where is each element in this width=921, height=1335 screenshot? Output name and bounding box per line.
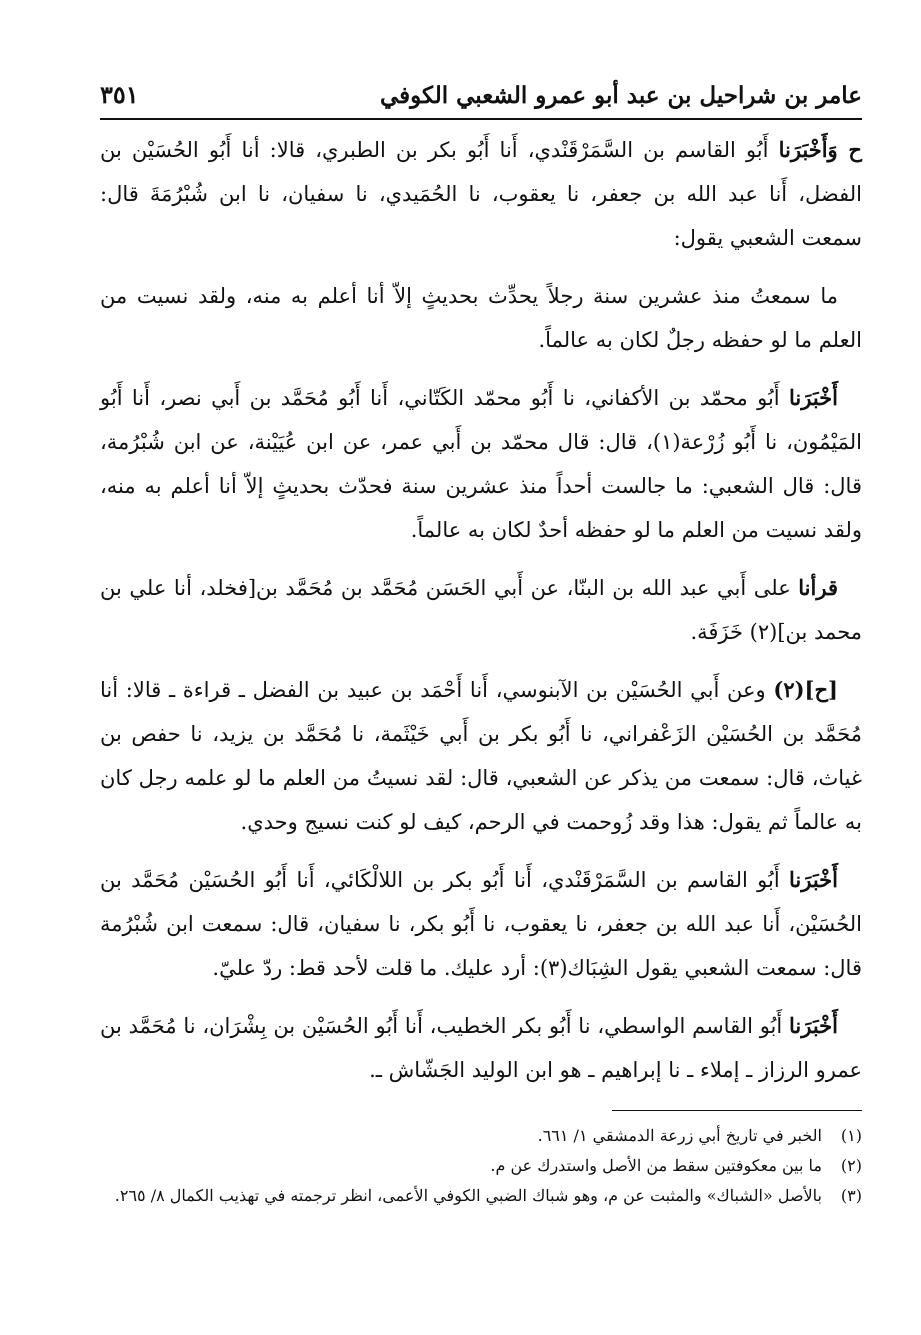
book-page	[100, 78, 862, 1211]
paragraph-lead: [ح](٢)	[773, 677, 838, 702]
footnote-marker: (٢)	[840, 1156, 862, 1175]
page-title: عامر بن شراحيل بن عبد أبو عمرو الشعبي الكوفي	[379, 82, 862, 109]
paragraph-text: أَبُو القاسم بن السَّمَرْقَنْدي، أَنا أَبُو بكر بن الطبري، قالا: أنا أَبُو الحُسَيْن بن الفضل، أَنا عبد الله بن جعفر، نا يعقوب، نا الحُمَيدي، نا سفيان، نا ابن شُبْرُمَةَ قال: سمعت الشعبي يقول:	[100, 138, 862, 250]
footnote-text: الخبر في تاريخ أبي زرعة الدمشقي ١/ ٦٦١.	[537, 1126, 822, 1145]
paragraph-lead: قرأنا	[798, 575, 838, 600]
paragraph-text: على أَبي عبد الله بن البنّا، عن أَبي الحَسَن مُحَمَّد بن مُحَمَّد بن[فخلد، أنا علي بن محمد بن](٢) خَزَفَة.	[100, 576, 862, 644]
paragraph-text: ما سمعتُ منذ عشرين سنة رجلاً يحدِّث بحديثٍ إلاّ أنا أعلم به منه، ولقد نسيت من العلم ما لو حفظه رجلٌ لكان به عالماً.	[100, 284, 862, 352]
main-text	[100, 128, 862, 1092]
paragraph-4	[100, 566, 862, 654]
footnote-divider	[612, 1110, 862, 1111]
footnote-marker: (١)	[840, 1126, 862, 1145]
paragraph-5	[100, 668, 862, 844]
paragraph-lead: ح وَأَخْبَرَنا	[778, 137, 862, 162]
paragraph-7	[100, 1004, 862, 1092]
paragraph-2	[100, 274, 862, 362]
paragraph-text: أَبُو محمّد بن الأكفاني، نا أَبُو محمّد الكَتّاني، أَنا أَبُو مُحَمَّد بن أَبي نصر، أَنا أَبُو المَيْمُون، نا أَبُو زُرْعة(١)، قال: قال محمّد بن أَبي عمر، عن ابن عُيَيْنة، عن ابن شُبْرُمة، قال: قال الشعبي: ما جالست أحداً منذ عشرين سنة فحدّث بحديثٍ إلاّ أنا أعلم به منه، ولقد نسيت من العلم ما لو حفظه أحدٌ لكان به عالماً.	[100, 386, 862, 542]
paragraph-text: أَبُو القاسم بن السَّمَرْقَنْدي، أَنا أَبُو بكر بن اللالْكَائي، أَنا أَبُو الحُسَيْن مُحَمَّد بن الحُسَيْن، أَنا عبد الله بن جعفر، نا يعقوب، نا أَبُو بكر، نا سفيان، قال: سمعت ابن شُبْرُمة قال: سمعت الشعبي يقول الشِبَاك(٣): أرد عليك. ما قلت لأحد قط: ردّ عليّ.	[100, 868, 862, 980]
paragraph-text: وعن أَبي الحُسَيْن بن الآبنوسي، أَنا أَحْمَد بن عبيد بن الفضل ـ قراءة ـ قالا: أنا مُحَمَّد بن الحُسَيْن الزَعْفراني، نا أَبُو بكر بن أَبي خَيْثَمة، نا مُحَمَّد بن يزيد، نا حفص بن غياث، قال: سمعت من يذكر عن الشعبي، قال: لقد نسيتُ من العلم ما لو علمه رجل كان به عالماً ثم يقول: هذا وقد زُوحمت في الرحم، كيف لو كنت نسيج وحدي.	[100, 678, 862, 834]
footnote-marker: (٣)	[840, 1186, 862, 1205]
footnote-3	[100, 1181, 862, 1211]
page-number: ٣٥١	[100, 80, 139, 109]
paragraph-text: أَبُو القاسم الواسطي، نا أَبُو بكر الخطيب، أَنا أَبُو الحُسَيْن بن بِشْرَان، نا مُحَمَّد بن عمرو الرزاز ـ إملاء ـ نا إبراهيم ـ هو ابن الوليد الجَشّاش ـ.	[100, 1014, 862, 1082]
footnote-2	[100, 1151, 862, 1181]
footnotes	[100, 1121, 862, 1211]
running-header	[100, 78, 862, 114]
footnote-text: ما بين معكوفتين سقط من الأصل واستدرك عن م.	[490, 1156, 822, 1175]
paragraph-lead: أَخْبَرَنا	[789, 867, 838, 892]
paragraph-6	[100, 858, 862, 990]
paragraph-1	[100, 128, 862, 260]
paragraph-lead: أَخْبَرَنا	[789, 1013, 838, 1038]
footnote-text: بالأصل «الشباك» والمثبت عن م، وهو شباك الضبي الكوفي الأعمى، انظر ترجمته في تهذيب الكمال ٨/ ٢٦٥.	[114, 1186, 822, 1205]
paragraph-3	[100, 376, 862, 552]
footnote-1	[100, 1121, 862, 1151]
paragraph-lead: أَخْبَرَنا	[789, 385, 838, 410]
header-divider	[100, 118, 862, 120]
